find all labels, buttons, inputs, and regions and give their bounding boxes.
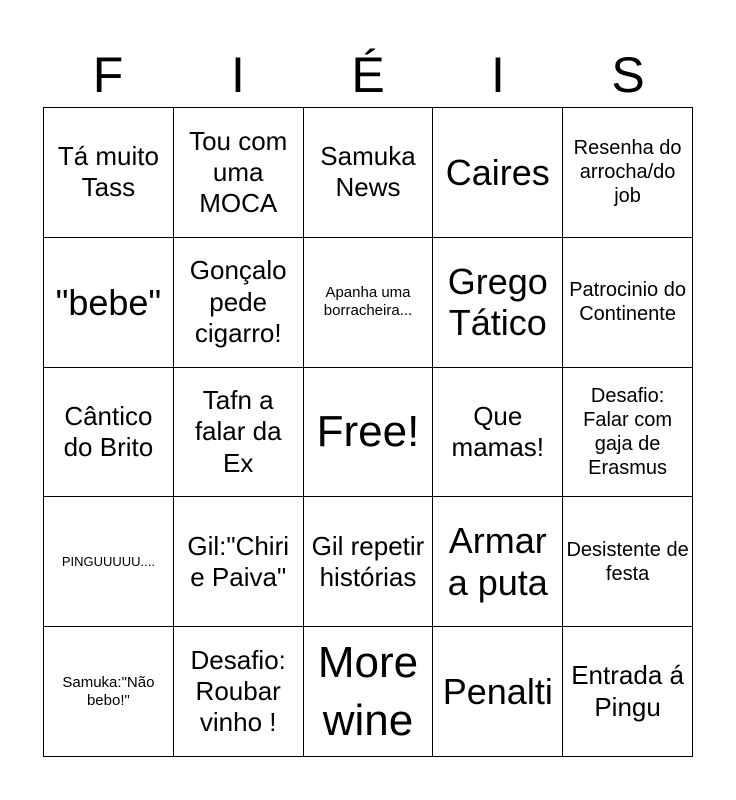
bingo-cell[interactable]: Grego Tático [433, 238, 563, 368]
bingo-grid [43, 107, 693, 757]
bingo-cell[interactable]: Tá muito Tass [44, 108, 174, 238]
bingo-cell[interactable]: More wine [304, 627, 434, 757]
bingo-cell[interactable]: Entrada á Pingu [563, 627, 693, 757]
bingo-title [43, 44, 693, 106]
bingo-cell[interactable]: Resenha do arrocha/do job [563, 108, 693, 238]
title-letter: F [92, 47, 124, 103]
bingo-cell[interactable]: "bebe" [44, 238, 174, 368]
bingo-cell[interactable]: Gonçalo pede cigarro! [174, 238, 304, 368]
bingo-cell[interactable]: Gil:"Chiri e Paiva" [174, 497, 304, 627]
title-letter: S [611, 47, 645, 103]
bingo-cell[interactable]: Que mamas! [433, 368, 563, 498]
bingo-cell[interactable]: Apanha uma borracheira... [304, 238, 434, 368]
title-letter: É [351, 47, 385, 103]
title-letter: I [231, 47, 245, 103]
bingo-cell[interactable]: Patrocinio do Continente [563, 238, 693, 368]
free-space[interactable]: Free! [304, 368, 434, 498]
bingo-cell[interactable]: Samuka:"Não bebo!" [44, 627, 174, 757]
bingo-cell[interactable]: Penalti [433, 627, 563, 757]
bingo-cell[interactable]: Tou com uma MOCA [174, 108, 304, 238]
bingo-cell[interactable]: Samuka News [304, 108, 434, 238]
bingo-cell[interactable]: Desistente de festa [563, 497, 693, 627]
bingo-cell[interactable]: Gil repetir histórias [304, 497, 434, 627]
bingo-cell[interactable]: PINGUUUUU.... [44, 497, 174, 627]
bingo-cell[interactable]: Desafio: Falar com gaja de Erasmus [563, 368, 693, 498]
bingo-cell[interactable]: Caires [433, 108, 563, 238]
bingo-cell[interactable]: Tafn a falar da Ex [174, 368, 304, 498]
bingo-cell[interactable]: Cântico do Brito [44, 368, 174, 498]
bingo-cell[interactable]: Armar a puta [433, 497, 563, 627]
title-letter: I [491, 47, 505, 103]
bingo-cell[interactable]: Desafio: Roubar vinho ! [174, 627, 304, 757]
